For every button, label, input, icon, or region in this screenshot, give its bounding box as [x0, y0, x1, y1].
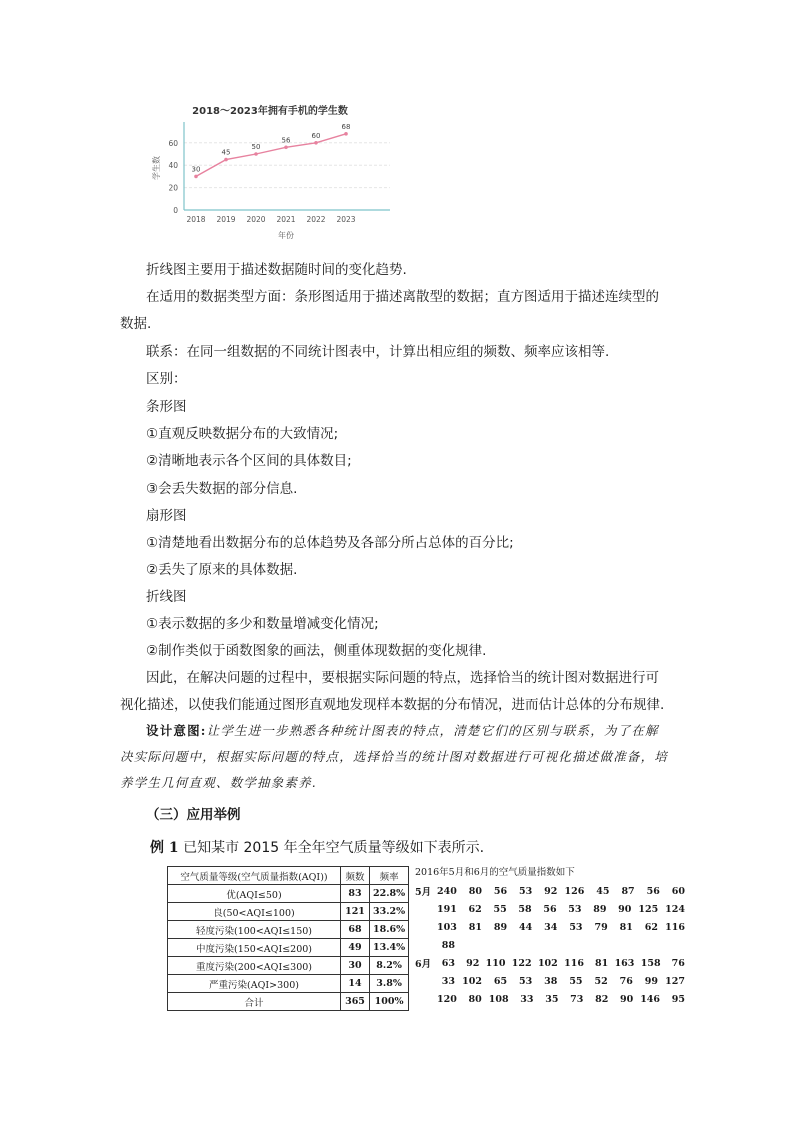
design-intent [120, 718, 680, 796]
index-value: 63 [441, 957, 455, 969]
data-point [194, 175, 198, 179]
table-cell: 良(50<AQI≤100) [168, 903, 341, 921]
index-value: 163 [614, 957, 635, 969]
table-cell: 3.8% [370, 975, 409, 993]
table-cell: 18.6% [370, 921, 409, 939]
index-value: 125 [638, 903, 659, 915]
header-cell: 频率 [370, 867, 409, 885]
index-value: 81 [619, 921, 633, 933]
x-tick-label: 2023 [336, 215, 356, 224]
header-cell: 频数 [341, 867, 370, 885]
y-axis-label: 学生数 [152, 156, 161, 180]
aqi-table [167, 866, 409, 1011]
index-value: 87 [621, 885, 635, 897]
design-line: 养学生几何直观、数学抽象素养. [120, 775, 317, 790]
index-value: 55 [493, 903, 507, 915]
index-value: 53 [519, 885, 533, 897]
index-data-row [415, 972, 685, 990]
table-cell: 83 [341, 885, 370, 903]
table-cell: 严重污染(AQI>300) [168, 975, 341, 993]
index-value: 56 [493, 885, 508, 897]
index-value: 33 [520, 993, 534, 1005]
chart-title: 2018～2023年拥有手机的学生数 [192, 106, 348, 117]
paragraph-line: 因此，在解决问题的过程中，要根据实际问题的特点，选择恰当的统计图对数据进行可 [146, 670, 659, 686]
series-line [196, 131, 346, 177]
index-value: 60 [671, 885, 685, 897]
paragraph-line: 在适用的数据类型方面：条形图适用于描述离散型的数据；直方图适用于描述连续型的 [146, 289, 659, 305]
index-data-row [415, 954, 685, 972]
index-value: 55 [569, 975, 583, 987]
index-value: 240 [437, 885, 457, 897]
data-point [314, 141, 318, 145]
table-row [168, 993, 409, 1011]
data-label: 30 [191, 165, 201, 174]
table-row [168, 921, 409, 939]
table-cell: 68 [341, 921, 370, 939]
index-value: 108 [488, 993, 509, 1005]
index-value: 88 [441, 939, 455, 951]
index-value: 73 [570, 993, 584, 1005]
table-cell: 中度污染(150<AQI≤200) [168, 939, 341, 957]
index-value: 116 [665, 921, 685, 933]
index-data-row [415, 882, 685, 900]
section-heading: （三）应用举例 [146, 807, 241, 823]
index-value: 76 [671, 957, 685, 969]
example-text: 已知某市 2015 年全年空气质量等级如下表所示. [183, 840, 485, 856]
index-data-row [415, 936, 685, 954]
index-value: 56 [646, 885, 660, 897]
table-cell: 49 [341, 939, 370, 957]
paragraph-line: 区别： [146, 371, 187, 387]
index-values [437, 940, 685, 951]
data-point [254, 152, 258, 156]
index-value: 76 [619, 975, 633, 987]
index-value: 102 [462, 975, 482, 987]
index-data-row [415, 918, 685, 936]
data-point [284, 145, 288, 149]
index-value: 122 [511, 957, 532, 969]
index-value: 90 [620, 993, 634, 1005]
month-label: 6月 [415, 959, 432, 970]
index-value: 52 [594, 975, 608, 987]
design-line: 让学生进一步熟悉各种统计图表的特点，清楚它们的区别与联系，为了在解 [206, 723, 659, 738]
paragraph-line: 联系：在同一组数据的不同统计图表中，计算出相应组的频数、频率应该相等. [146, 344, 610, 360]
chart-svg [140, 96, 400, 246]
table-cell: 100% [370, 993, 409, 1011]
paragraph-line: ①直观反映数据分布的大致情况; [146, 426, 339, 442]
index-value: 191 [437, 903, 457, 915]
index-value: 38 [544, 975, 558, 987]
table-row [168, 939, 409, 957]
table-row [168, 903, 409, 921]
paragraph-line: ①清楚地看出数据分布的总体趋势及各部分所占总体的百分比; [146, 535, 514, 551]
paragraph-line: 扇形图 [146, 508, 187, 524]
table-cell: 22.8% [370, 885, 409, 903]
data-label: 56 [281, 136, 291, 145]
index-value: 44 [519, 921, 533, 933]
index-value: 110 [485, 957, 506, 969]
header-cell: 空气质量等级(空气质量指数(AQI)) [168, 867, 341, 885]
index-values [437, 994, 685, 1005]
index-value: 45 [596, 885, 610, 897]
paragraph-line: 视化描述，以使我们能通过图形直观地发现样本数据的分布情况，进而估计总体的分布规律. [120, 697, 665, 713]
table-row [168, 885, 409, 903]
design-line: 决实际问题中，根据实际问题的特点，选择恰当的统计图对数据进行可视化描述做准备，培 [120, 749, 669, 764]
data-label: 45 [221, 148, 231, 157]
index-value: 53 [569, 921, 583, 933]
table-cell: 优(AQI≤50) [168, 885, 341, 903]
x-tick-label: 2020 [246, 215, 266, 224]
data-label: 50 [251, 143, 261, 151]
index-values [437, 922, 685, 933]
index-value: 56 [543, 903, 557, 915]
index-value: 81 [595, 957, 609, 969]
index-data-rows [415, 882, 685, 1008]
index-value: 79 [594, 921, 608, 933]
index-value: 34 [544, 921, 558, 933]
table-header-row [168, 867, 409, 885]
index-value: 80 [468, 885, 482, 897]
table-cell: 14 [341, 975, 370, 993]
index-value: 92 [466, 957, 480, 969]
index-value: 58 [518, 903, 532, 915]
y-tick-label: 20 [168, 183, 178, 193]
data-point [224, 158, 228, 162]
index-value: 120 [437, 993, 457, 1005]
x-axis-label: 年份 [278, 231, 294, 240]
index-value: 127 [665, 975, 685, 987]
index-value: 146 [640, 993, 661, 1005]
data-label: 60 [311, 131, 321, 140]
y-tick-label: 0 [173, 206, 178, 215]
design-label: 设计意图: [146, 723, 207, 738]
x-tick-label: 2022 [306, 215, 326, 224]
table-cell: 121 [341, 903, 370, 921]
table-cell: 轻度污染(100<AQI≤150) [168, 921, 341, 939]
y-tick-label: 60 [168, 138, 178, 148]
table-cell: 8.2% [370, 957, 409, 975]
paragraph-line: ②清晰地表示各个区间的具体数目; [146, 453, 352, 469]
paragraph-line: 条形图 [146, 399, 187, 415]
index-value: 81 [468, 921, 482, 933]
x-tick-label: 2018 [186, 215, 206, 224]
paragraph-line: 数据. [120, 316, 152, 332]
table-cell: 30 [341, 957, 370, 975]
paragraph-line: ①表示数据的多少和数量增减变化情况; [146, 616, 379, 632]
index-values [437, 976, 685, 987]
index-value: 103 [437, 921, 457, 933]
index-value: 158 [640, 957, 661, 969]
index-value: 82 [595, 993, 609, 1005]
table-cell: 重度污染(200<AQI≤300) [168, 957, 341, 975]
paragraph-line: ②制作类似于函数图象的画法，侧重体现数据的变化规律. [146, 643, 487, 659]
x-tick-label: 2019 [216, 215, 236, 224]
paragraph-line: ③会丢失数据的部分信息. [146, 481, 298, 497]
index-data-row [415, 990, 685, 1008]
x-tick-label: 2021 [276, 215, 296, 224]
index-value: 92 [544, 885, 558, 897]
paragraph-line: 折线图主要用于描述数据随时间的变化趋势. [146, 262, 407, 278]
aqi-index-data [415, 864, 685, 1008]
line-chart [140, 96, 400, 246]
index-value: 33 [441, 975, 455, 987]
y-tick-label: 40 [168, 161, 178, 171]
table-row [168, 975, 409, 993]
index-value: 89 [593, 903, 607, 915]
table-cell: 13.4% [370, 939, 409, 957]
data-label: 68 [341, 122, 351, 131]
example-1 [150, 837, 484, 857]
index-value: 62 [468, 903, 482, 915]
paragraph-line: 折线图 [146, 589, 187, 605]
index-value: 65 [493, 975, 508, 987]
index-value: 89 [493, 921, 508, 933]
index-value: 80 [468, 993, 482, 1005]
paragraph-line: ②丢失了原来的具体数据. [146, 562, 298, 578]
index-values [437, 958, 685, 969]
index-value: 126 [564, 885, 585, 897]
index-value: 62 [644, 921, 658, 933]
index-value: 124 [665, 903, 685, 915]
index-value: 35 [545, 993, 559, 1005]
index-value: 102 [537, 957, 558, 969]
table-cell: 365 [341, 993, 370, 1011]
index-value: 53 [519, 975, 533, 987]
index-value: 95 [671, 993, 685, 1005]
index-value: 90 [618, 903, 632, 915]
month-label: 5月 [415, 887, 432, 898]
table-row [168, 957, 409, 975]
table-cell: 合计 [168, 993, 341, 1011]
index-data-row [415, 900, 685, 918]
data-point [344, 132, 348, 136]
example-label: 例 1 [150, 840, 179, 856]
index-values [437, 904, 685, 915]
index-data-title: 2016年5月和6月的空气质量指数如下 [415, 867, 575, 878]
index-value: 99 [644, 975, 658, 987]
index-values [437, 886, 685, 897]
index-value: 116 [564, 957, 584, 969]
table-cell: 33.2% [370, 903, 409, 921]
index-value: 53 [568, 903, 582, 915]
